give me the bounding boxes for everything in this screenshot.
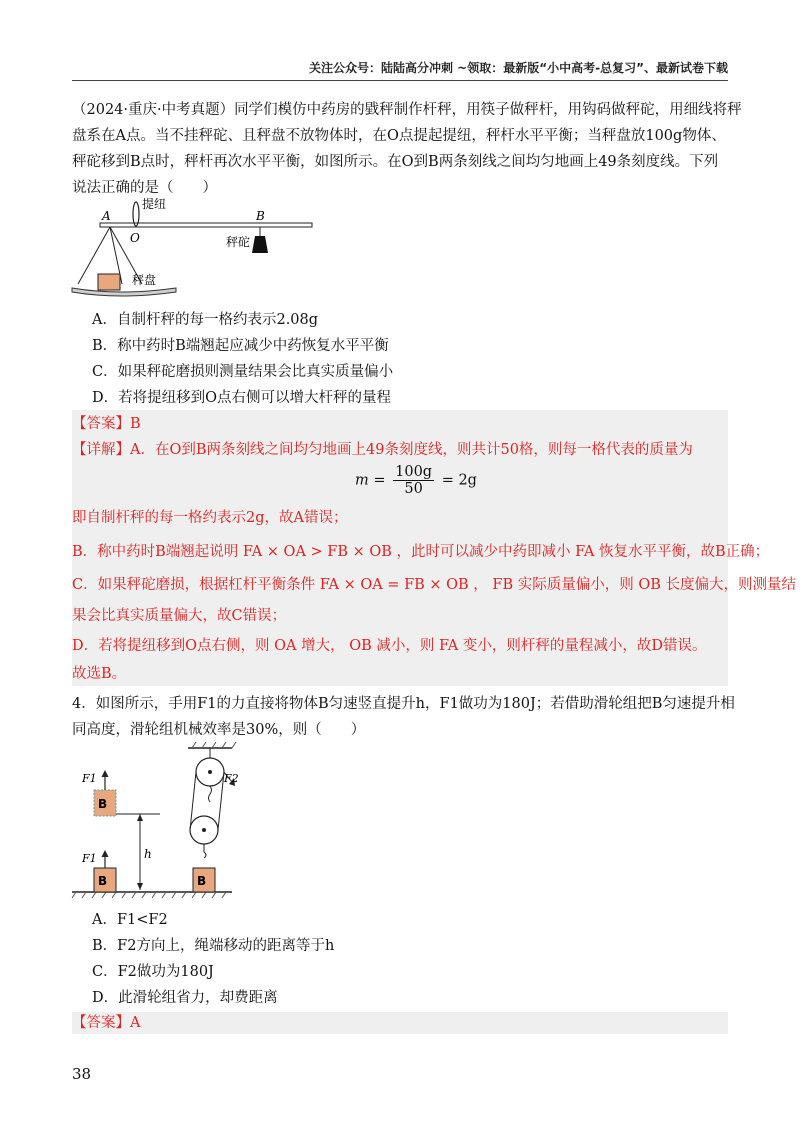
label-B-top: B — [98, 797, 108, 811]
q4-option-c: C．F2做功为180J — [92, 964, 214, 980]
answer-value: A — [130, 1015, 141, 1031]
steelyard-figure — [70, 198, 330, 298]
q4-stem-line1: 4．如图所示，手用F1的力直接将物体B匀速竖直提升h，F1做功为180J；若借助滑轮组把B匀速提升相 — [72, 696, 735, 712]
label-chengpan: 秤盘 — [132, 273, 157, 287]
formula-fraction: $\frac{100g}{50}$ — [395, 464, 433, 497]
q4-option-d: D．此滑轮组省力，却费距离 — [92, 990, 278, 1006]
q3-option-b: B．称中药时B端翘起应减少中药恢复水平平衡 — [92, 338, 389, 354]
q3-detail-line5: 果会比真实质量偏大，故C错误； — [72, 608, 287, 624]
page-header: 关注公众号：陆陆高分冲刺 ~领取：最新版“小中高考-总复习”、最新试卷下载 — [309, 61, 728, 75]
answer-tag: 【答案】 — [72, 416, 130, 432]
q3-detail-line1: 【详解】A．在O到B两条刻线之间均匀地画上49条刻度线，则共计50格，则每一格代表的质量为 — [72, 442, 693, 458]
label-F1-bottom: F1 — [82, 852, 97, 865]
q4-option-b: B．F2方向上，绳端移动的距离等于h — [92, 938, 335, 954]
label-B-pulley: B — [197, 874, 207, 888]
label-F2: F2 — [224, 772, 239, 785]
label-chengtuo: 秤砣 — [226, 235, 251, 249]
q3-option-a: A．自制杆秤的每一格约表示2.08g — [92, 312, 319, 328]
q3-stem-line3: 秤砣移到B点时，秤杆再次水平平衡，如图所示。在O到B两条刻线之间均匀地画上49条刻度线。下列 — [72, 154, 719, 170]
q3-detail-line7: 故选B。 — [72, 666, 127, 682]
detail-tag: 【详解】 — [72, 442, 130, 458]
q3-stem-line4: 说法正确的是（ ） — [72, 180, 217, 196]
q4-option-a: A．F1<F2 — [92, 912, 168, 928]
q3-option-c: C．如果秤砣磨损则测量结果会比真实质量偏小 — [92, 364, 394, 380]
answer-tag: 【答案】 — [72, 1015, 130, 1031]
q3-stem-line2: 盘系在A点。当不挂秤砣、且秤盘不放物体时，在O点提起提纽，秤杆水平平衡；当秤盘放100g物体、 — [72, 128, 726, 144]
label-B-bottom: B — [98, 874, 108, 888]
q3-detail-line6: D．若将提纽移到O点右侧，则 OA 增大， OB 减小，则 FA 变小，则杆秤的量程减小，故D错误。 — [72, 638, 707, 654]
label-A: A — [102, 209, 111, 223]
q3-detail-line3: B．称中药时B端翘起说明 FA × OA > FB × OB ，此时可以减少中药即减小 FA 恢复水平平衡，故B正确； — [72, 544, 770, 560]
q3-answer — [72, 414, 732, 434]
pulley-figure — [70, 742, 250, 902]
label-tizhu: 提纽 — [142, 198, 167, 211]
q3-detail-line2: 即自制杆秤的每一格约表示2g，故A错误； — [72, 510, 348, 526]
label-F1-top: F1 — [82, 772, 97, 785]
page-number: 38 — [72, 1065, 92, 1083]
header-rule — [72, 80, 728, 81]
q3-stem-line1: （2024·重庆·中考真题）同学们模仿中药房的戥秤制作杆秤，用筷子做秤杆，用钩码做秤砣，用细线将秤 — [72, 102, 742, 118]
label-h: h — [144, 847, 152, 861]
q3-option-d: D．若将提纽移到O点右侧可以增大杆秤的量程 — [92, 390, 392, 406]
answer-value: B — [130, 416, 141, 432]
label-O: O — [130, 231, 140, 245]
q4-answer — [72, 1013, 732, 1033]
label-B: B — [256, 209, 265, 223]
q3-formula: m = $\frac{100g}{50}$ = 2g — [355, 464, 477, 497]
q4-stem-line2: 同高度，滑轮组机械效率是30%，则（ ） — [72, 722, 366, 738]
q3-detail-line4: C．如果秤砣磨损，根据杠杆平衡条件 FA × OA = FB × OB ， FB 实际质量偏小，则 OB 长度偏大，则测量结 — [72, 577, 796, 593]
